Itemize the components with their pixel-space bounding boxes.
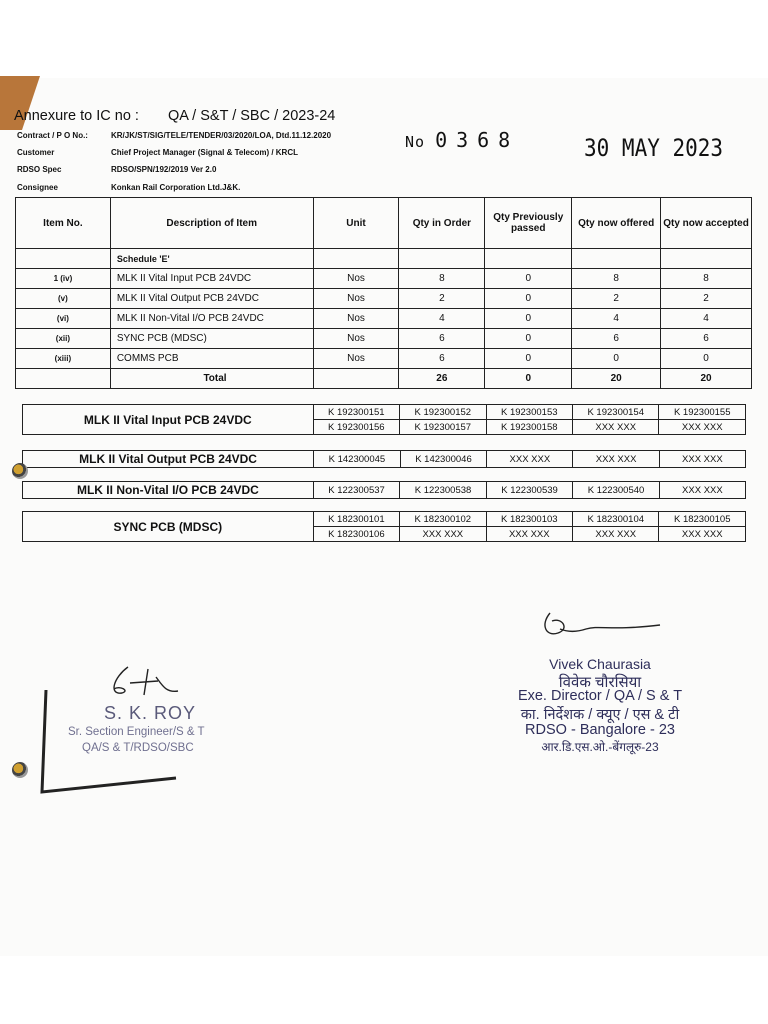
- serial-cell: K 192300153: [486, 405, 572, 420]
- item-prev: 0: [485, 349, 572, 369]
- serial-group-name: SYNC PCB (MDSC): [23, 512, 314, 542]
- item-prev: 0: [485, 309, 572, 329]
- item-accepted: 0: [661, 349, 752, 369]
- signatory-right-designation: Exe. Director / QA / S & T: [517, 688, 683, 704]
- schedule-label: Schedule 'E': [110, 249, 313, 269]
- consignee-value: Konkan Rail Corporation Ltd.J&K.: [111, 183, 241, 192]
- cell: [16, 369, 111, 389]
- signatory-right-name: Vivek Chaurasia: [549, 656, 651, 672]
- signature-chaurasia-icon: [540, 605, 670, 645]
- serial-cell: K 142300045: [314, 451, 401, 468]
- item-prev: 0: [485, 289, 572, 309]
- cell: [313, 249, 399, 269]
- cell: [485, 249, 572, 269]
- item-desc: SYNC PCB (MDSC): [110, 329, 313, 349]
- item-prev: 0: [485, 269, 572, 289]
- cell: [313, 369, 399, 389]
- serial-group-name: MLK II Non-Vital I/O PCB 24VDC: [23, 482, 314, 499]
- table-row: [23, 451, 746, 468]
- customer-value: Chief Project Manager (Signal & Telecom) / KRCL: [111, 148, 298, 157]
- item-desc: MLK II Non-Vital I/O PCB 24VDC: [110, 309, 313, 329]
- total-row: [16, 369, 752, 389]
- rdso-spec-label: RDSO Spec: [17, 165, 62, 174]
- serials-sync-table: [22, 511, 746, 542]
- serials-non-vital-table: [22, 481, 746, 499]
- stamp-number: [405, 128, 519, 152]
- serial-cell: K 182300102: [400, 512, 486, 527]
- col-qty-prev: Qty Previously passed: [485, 198, 572, 249]
- serial-cell: XXX XXX: [572, 420, 658, 435]
- item-order: 6: [399, 329, 485, 349]
- serial-cell: K 122300538: [400, 482, 487, 499]
- serial-cell: XXX XXX: [659, 451, 745, 468]
- table-row: [16, 289, 752, 309]
- item-accepted: 2: [661, 289, 752, 309]
- serial-cell: XXX XXX: [659, 482, 745, 499]
- consignee-label: Consignee: [17, 183, 58, 192]
- contract-label: Contract / P O No.:: [17, 131, 88, 140]
- total-label: Total: [110, 369, 313, 389]
- item-accepted: 4: [661, 309, 752, 329]
- signatory-right-designation-hindi: का. निर्देशक / क्यूए / एस & टी: [520, 707, 680, 723]
- contract-value: KR/JK/ST/SIG/TELE/TENDER/03/2020/LOA, Dtd.11.12.2020: [111, 131, 332, 140]
- item-offered: 8: [572, 269, 661, 289]
- serial-cell: K 192300157: [400, 420, 486, 435]
- serial-cell: K 122300537: [313, 482, 400, 499]
- item-unit: Nos: [313, 289, 399, 309]
- annexure-label: Annexure to IC no :: [14, 108, 139, 124]
- items-table: [15, 197, 752, 389]
- serials-vital-input-table: [22, 404, 746, 435]
- ic-reference: QA / S&T / SBC / 2023-24: [168, 108, 336, 124]
- signatory-right-place: RDSO - Bangalore - 23: [525, 722, 675, 738]
- col-description: Description of Item: [110, 198, 313, 249]
- item-offered: 2: [572, 289, 661, 309]
- item-desc: MLK II Vital Input PCB 24VDC: [110, 269, 313, 289]
- item-desc: MLK II Vital Output PCB 24VDC: [110, 289, 313, 309]
- item-prev: 0: [485, 329, 572, 349]
- serial-cell: K 192300154: [572, 405, 658, 420]
- serials-vital-output-table: [22, 450, 746, 468]
- serial-cell: XXX XXX: [659, 420, 746, 435]
- col-item-no: Item No.: [16, 198, 111, 249]
- items-header-row: [16, 198, 752, 249]
- total-offered: 20: [572, 369, 661, 389]
- table-row: [23, 482, 746, 499]
- table-row: [16, 269, 752, 289]
- serial-cell: XXX XXX: [573, 527, 659, 542]
- col-qty-order: Qty in Order: [399, 198, 485, 249]
- table-row: [16, 349, 752, 369]
- stamp-date: 30 MAY 2023: [584, 134, 724, 162]
- signatory-left-designation: Sr. Section Engineer/S & T: [68, 726, 205, 738]
- punch-hole-icon: [12, 463, 28, 479]
- serial-cell: XXX XXX: [487, 451, 573, 468]
- serial-cell: K 192300152: [400, 405, 486, 420]
- table-row: [16, 329, 752, 349]
- item-no: (vi): [16, 309, 111, 329]
- item-unit: Nos: [313, 349, 399, 369]
- annexure-heading: [14, 108, 336, 124]
- item-no: 1 (iv): [16, 269, 111, 289]
- serial-cell: XXX XXX: [400, 527, 486, 542]
- cell: [16, 249, 111, 269]
- item-no: (xii): [16, 329, 111, 349]
- serial-cell: K 192300156: [313, 420, 399, 435]
- item-no: (xiii): [16, 349, 111, 369]
- cell: [572, 249, 661, 269]
- item-accepted: 8: [661, 269, 752, 289]
- item-accepted: 6: [661, 329, 752, 349]
- item-offered: 0: [572, 349, 661, 369]
- serial-cell: K 122300540: [573, 482, 660, 499]
- serial-group-name: MLK II Vital Input PCB 24VDC: [23, 405, 314, 435]
- signatory-right-name-hindi: विवेक चौरसिया: [558, 674, 642, 691]
- item-order: 8: [399, 269, 485, 289]
- item-offered: 4: [572, 309, 661, 329]
- item-order: 6: [399, 349, 485, 369]
- item-offered: 6: [572, 329, 661, 349]
- item-unit: Nos: [313, 309, 399, 329]
- signatory-right-place-hindi: आर.डि.एस.ओ.-बेंगलूरु-23: [541, 740, 659, 754]
- item-unit: Nos: [313, 329, 399, 349]
- serial-cell: K 192300151: [313, 405, 399, 420]
- stamp-number-value: 0368: [435, 128, 520, 152]
- signatory-left-office: QA/S & T/RDSO/SBC: [82, 742, 194, 754]
- customer-label: Customer: [17, 148, 55, 157]
- serial-cell: K 182300105: [659, 512, 746, 527]
- col-qty-accepted: Qty now accepted: [661, 198, 752, 249]
- serial-cell: XXX XXX: [659, 527, 746, 542]
- total-accepted: 20: [661, 369, 752, 389]
- serial-group-name: MLK II Vital Output PCB 24VDC: [23, 451, 314, 468]
- table-row: [23, 405, 746, 420]
- total-order: 26: [399, 369, 485, 389]
- serial-cell: K 182300104: [573, 512, 659, 527]
- schedule-row: [16, 249, 752, 269]
- serial-cell: K 182300101: [313, 512, 399, 527]
- total-prev: 0: [485, 369, 572, 389]
- cell: [399, 249, 485, 269]
- stamp-number-label: No: [405, 133, 426, 151]
- serial-cell: K 192300155: [659, 405, 746, 420]
- item-order: 4: [399, 309, 485, 329]
- table-row: [16, 309, 752, 329]
- serial-cell: XXX XXX: [573, 451, 659, 468]
- item-desc: COMMS PCB: [110, 349, 313, 369]
- serial-cell: K 182300106: [313, 527, 399, 542]
- punch-hole-icon: [12, 762, 28, 778]
- serial-cell: K 122300539: [486, 482, 573, 499]
- serial-cell: XXX XXX: [486, 527, 572, 542]
- cell: [661, 249, 752, 269]
- serial-cell: K 182300103: [486, 512, 572, 527]
- table-row: [23, 512, 746, 527]
- item-order: 2: [399, 289, 485, 309]
- rdso-spec-value: RDSO/SPN/192/2019 Ver 2.0: [111, 165, 217, 174]
- serial-cell: K 192300158: [486, 420, 572, 435]
- signatory-left-name: S. K. ROY: [104, 703, 197, 723]
- col-unit: Unit: [313, 198, 399, 249]
- col-qty-offered: Qty now offered: [572, 198, 661, 249]
- serial-cell: K 142300046: [400, 451, 487, 468]
- item-no: (v): [16, 289, 111, 309]
- item-unit: Nos: [313, 269, 399, 289]
